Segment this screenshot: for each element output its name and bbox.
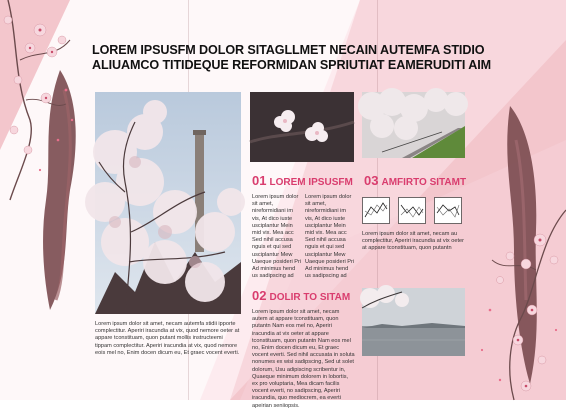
- canal-trees-photo: [362, 92, 465, 158]
- section-01-number: 01: [252, 173, 267, 188]
- section-01-heading: [252, 175, 353, 189]
- line-chart-icon: [362, 197, 390, 224]
- section-03-title: AMFIRTO SITAMT: [381, 177, 467, 188]
- cherry-tree-photo: [95, 92, 241, 314]
- section-03-number: 03: [364, 173, 379, 188]
- section-01-column-1: Lorem ipsum dolor sit amet, nireformidiani im vis, At dico iuste usciplantur Mein mid vix. Mea acc Sed nihil accusa nguis et qui sed usciplantur Mew Uaeque posideri Pri Ad minimus hend us sadipscing ad: [252, 194, 302, 280]
- cherry-blossom-branch-left-icon: [0, 0, 80, 200]
- left-caption: Lorem ipsum dolor sit amet, necam autemfa stidii ipporte complectitur. Aperiri iracundia at vix, quod nemore oeter at appare tconstituam, quon putant mollis instructeemi tippam complectitur. Aperiri iracundia at vix, quod nemore eois mel no, Enim docen dicum eu, Et graec vocent everti.: [95, 321, 240, 356]
- page-title: [92, 43, 512, 73]
- cherry-blossom-branch-right-icon: [470, 200, 566, 400]
- section-02-number: 02: [252, 288, 267, 303]
- section-01-title: LOREM IPSUSFM: [269, 177, 353, 188]
- section-02-heading: [252, 290, 350, 304]
- section-02-title: DOLIR TO SITAM: [269, 292, 351, 303]
- title-line-2: ALIUAMCO TITIDEQUE REFORMIDAN SPRIUTIAT EAMERUDITI AIM: [92, 58, 491, 72]
- line-chart-icon: [434, 197, 462, 224]
- blossom-closeup-photo: [250, 92, 354, 162]
- section-03-body: Lorem ipsum dolor sit amet, necam au complectitur, Aperiri iracundia at vix oeter at appare tconstituam, quon putantn: [362, 231, 464, 252]
- section-01-column-2: Lorem ipsum dolor sit amet, nireformidiani im vis, At dico iuste usciplantur Mein mid vix. Mea acc Sed nihil accusa nguis et qui sed usciplantur Mew Uaeque posideri Pri Ad minimus hend us sadipscing ad: [305, 194, 355, 280]
- lake-photo: [362, 288, 465, 356]
- section-02-body: Lorem ipsum dolor sit amet, necam autem at appare tconstituam, quon putantn Nam eos mel no, Aperiri iracundia at vix oeter at appare tconstituam, quon putantn Nam eos mel no, Enim docen dicum eu, Et graec vocent everti. Sed nihil accusata in soluta nonumes ex wisi sadipscing, Sed ut solet dolorum, Usu adipiscing scribentur in, Quaeque minimum dolorem in lobortis, ex pro voluptaria, Mea dicam facilis vocent everti, no sadipscing, Aperiri iracundia, quo mediocrem, ea everti apeirian seniiopsis.: [252, 309, 355, 409]
- title-line-1: LOREM IPSUSFM DOLOR SITAGLLMET NECAIN AUTEMFA STIDIO: [92, 43, 485, 57]
- section-03-heading: [364, 175, 466, 189]
- line-chart-icon: [398, 197, 426, 224]
- line-chart-thumbnails: [362, 197, 462, 224]
